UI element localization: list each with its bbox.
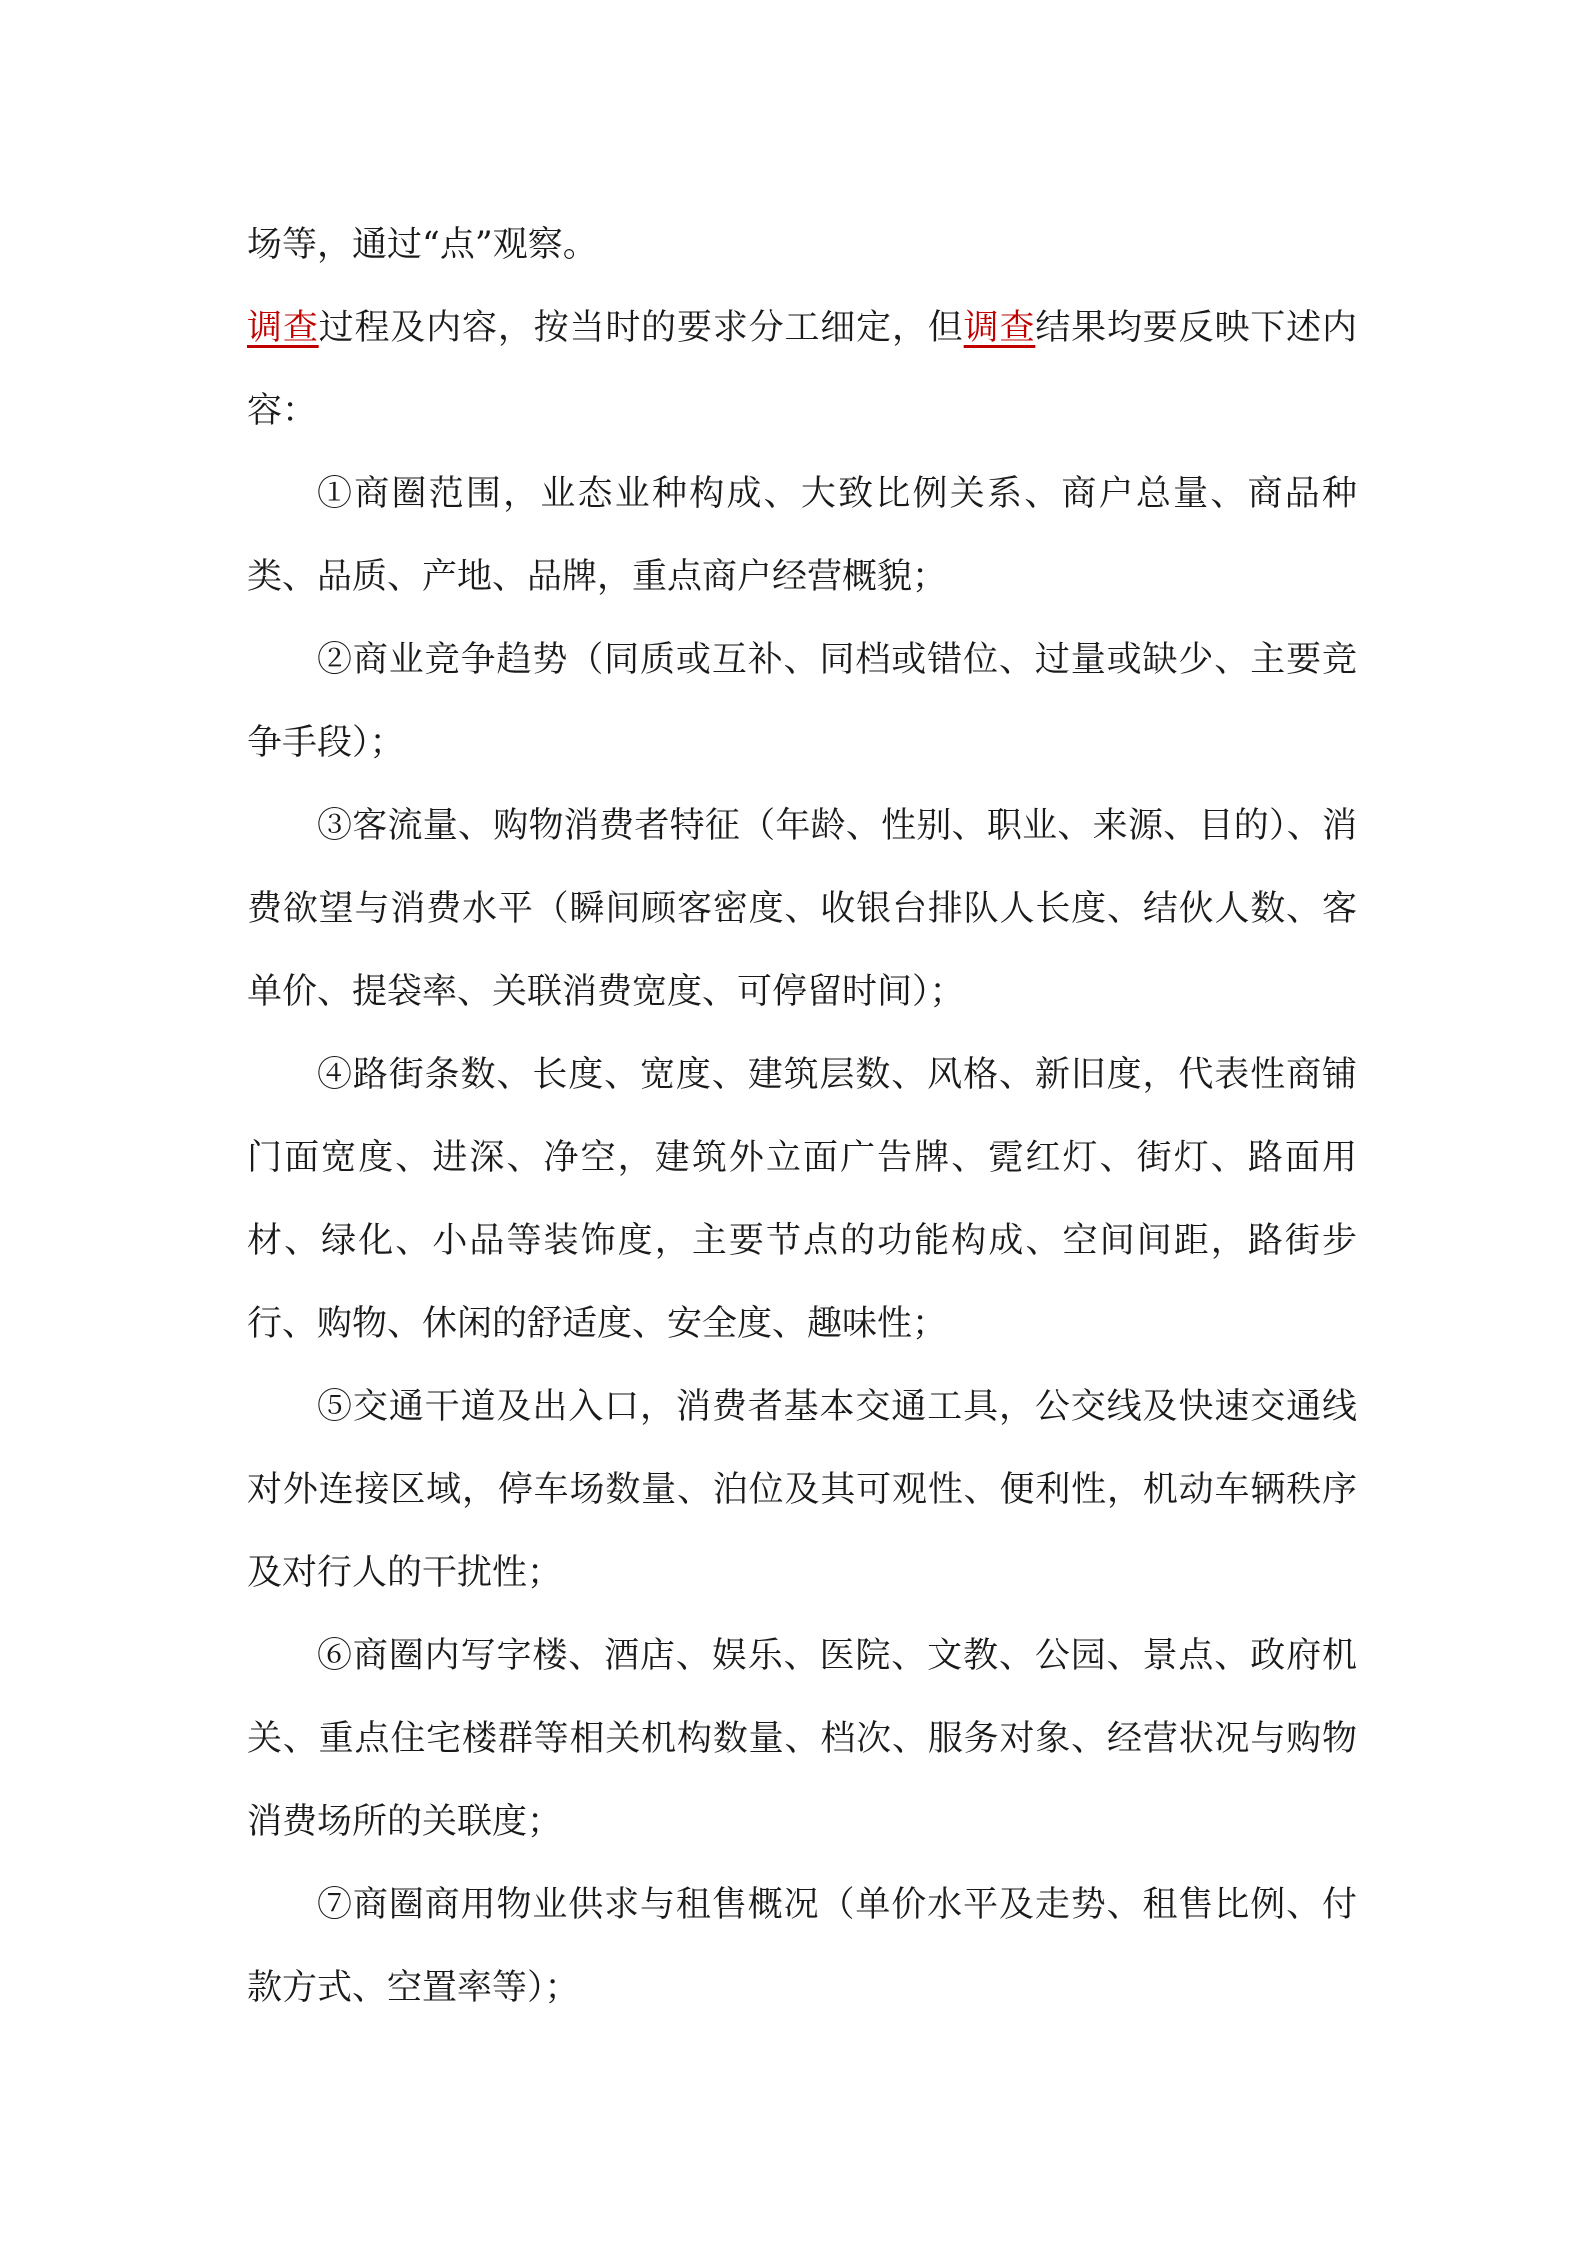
survey-link[interactable]: 调查 bbox=[963, 308, 1036, 348]
document-body bbox=[247, 204, 1357, 2030]
text-segment: ④路街条数、长度、宽度、建筑层数、风格、新旧度，代表性商铺门面宽度、进深、净空，建筑外立面广告牌、霓红灯、街灯、路面用材、绿化、小品等装饰度，主要节点的功能构成、空间间距，路街步行、购物、休闲的舒适度、安全度、趣味性； bbox=[247, 1055, 1357, 1344]
text-segment: ③客流量、购物消费者特征（年龄、性别、职业、来源、目的）、消费欲望与消费水平（瞬间顾客密度、收银台排队人长度、结伙人数、客单价、提袋率、关联消费宽度、可停留时间）； bbox=[247, 806, 1357, 1012]
list-item-2 bbox=[247, 619, 1357, 785]
list-item-4 bbox=[247, 1034, 1357, 1366]
list-item-5 bbox=[247, 1366, 1357, 1615]
paragraph-continuation bbox=[247, 204, 1357, 287]
text-segment: ⑦商圈商用物业供求与租售概况（单价水平及走势、租售比例、付款方式、空置率等）； bbox=[247, 1885, 1357, 2008]
list-item-6 bbox=[247, 1615, 1357, 1864]
text-segment: ⑥商圈内写字楼、酒店、娱乐、医院、文教、公园、景点、政府机关、重点住宅楼群等相关机构数量、档次、服务对象、经营状况与购物消费场所的关联度； bbox=[247, 1636, 1357, 1842]
list-item-3 bbox=[247, 785, 1357, 1034]
paragraph-survey-intro bbox=[247, 287, 1357, 453]
text-segment: ⑤交通干道及出入口，消费者基本交通工具，公交线及快速交通线对外连接区域，停车场数量、泊位及其可观性、便利性，机动车辆秩序及对行人的干扰性； bbox=[247, 1387, 1357, 1593]
list-item-7 bbox=[247, 1864, 1357, 2030]
text-segment: ①商圈范围，业态业种构成、大致比例关系、商户总量、商品种类、品质、产地、品牌，重点商户经营概貌； bbox=[247, 474, 1357, 597]
list-item-1 bbox=[247, 453, 1357, 619]
text-segment: ②商业竞争趋势（同质或互补、同档或错位、过量或缺少、主要竞争手段）； bbox=[247, 640, 1357, 763]
text-segment: 过程及内容，按当时的要求分工细定，但 bbox=[318, 308, 964, 348]
text-segment: 结果均要反映下述内容： bbox=[247, 308, 1357, 431]
text-segment: 场等，通过“点”观察。 bbox=[247, 225, 598, 265]
survey-link[interactable]: 调查 bbox=[247, 308, 319, 348]
